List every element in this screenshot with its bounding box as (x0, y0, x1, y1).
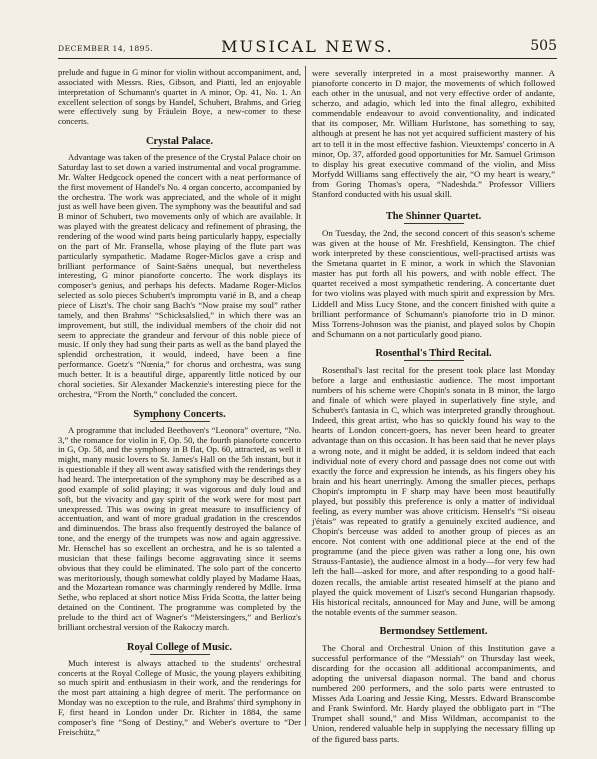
heading-crystal-palace: Crystal Palace. (146, 136, 213, 148)
heading-royal-college: Royal College of Music. (126, 641, 233, 653)
right-column (312, 68, 555, 744)
left-column (58, 68, 301, 738)
page-number: 505 (530, 38, 557, 54)
article-royal-college: Much interest is always attached to the students' orchestral concerts at the Royal College of Music, the young players exhibiting so much spirit and enthusiasm in their work, and the renderings for the most part attaining a high degree of merit. The performance on Monday was no exception to the rule, and Brahms' third symphony in F, first heard in London under Dr. Richter in 1884, the same composer's fine “Song of Destiny,” and Weber's overture to “Der Freischütz,” (58, 657, 301, 737)
heading-bermondsey-settlement: Bermondsey Settlement. (379, 625, 488, 637)
article-symphony-concerts: A programme that included Beethoven's “Leonora” overture, “No. 3,” the romance for violin in F, Op. 50, the fourth pianoforte concerto in G, Op. 58, and the symphony in B flat, Op. 60, attracted, as well it might, many music lovers to St. James's Hall on the 5th instant, but it is questionable if they all went away satisfied with the renderings they had heard. The interpretation of the symphony may be described as a good example of solid playing; it was vigorous and duly loud and soft, but the vivacity and gay spirit of the work were for most part unexpressed. This was owing in great measure to insufficiency of accentuation, and want of more gradual gradation in the crescendos and diminuendos. The brass also frequently destroyed the balance of tone, and the energy of the trumpets was now and again aggressive. Mr. Henschel has so excellent an orchestra, and he is so talented a musician that these failings become aggravating since it seems obvious that they could be eliminated. The solo part of the concerto was meritoriously, though somewhat coldly played by Madame Haas, and the Mozartean romance was charmingly rendered by Mdlle. Irma Sethe, who replaced at short notice Miss Frida Scotta, the latter being detained on the Continent. The programme was completed by the prelude to the third act of Wagner's “Meistersingers,” and Berlioz's brilliant orchestral version of the Rakoczy march. (58, 424, 301, 632)
heading-rosenthal-recital: Rosenthal's Third Recital. (375, 347, 492, 359)
heading-symphony-concerts: Symphony Concerts. (133, 408, 226, 420)
continued-paragraph: prelude and fugue in G minor for violin without accompaniment, and, associated with Messrs. Ries, Gibson, and Piatti, led an enjoyable interpretation of Schumann's quartet in A minor, Op. 41, No. 1. An excellent selection of songs by Handel, Schubert, Brahms, and Grieg were effectively sung by Fräulein Boye, a new-comer to these concerts. (58, 67, 301, 127)
article-rosenthal-recital: Rosenthal's last recital for the present took place last Monday before a large and enthusiastic audience. The most important numbers of his scheme were Chopin's sonata in B minor, the largo and finale of which were played in superlatively fine style, and Schubert's fantasia in C, which was interpreted grandly throughout. Indeed, this great artist, who has so quickly found his way to the hearts of London concert-goers, has never been heard to greater advantage than on this occasion. It has been said that he never plays a wrong note, and it might be added, it is seldom indeed that each individual note of every chord and passage does not come out with exactly the force and expression he intends, as his fingers obey his brain and his heart unerringly. Among the smaller pieces, perhaps Chopin's impromptu in F sharp may have been most beautifully played, but possibly this preference is only a matter of individual feeling, as every number was above criticism. Henselt's “Si oiseau j'étais” was repeated to gratify a genuinely excited audience, and Chopin's berceuse was added to another group of pieces as an encore. Not content with one additional piece at the end of the programme (and the piece given was rather a long one, his own Strauss-Fantasie), the audience almost in a body—for very few had left the hall—asked for more, and after responding to a good half-dozen recalls, the amiable artist reseated himself at the piano and played the quick movement of Liszt's second Hungarian rhapsody. His historical recitals, announced for May and June, will be among the notable events of the summer season. (312, 364, 555, 617)
issue-date: DECEMBER 14, 1895. (58, 44, 154, 53)
continued-paragraph: were severally interpreted in a most praiseworthy manner. A pianoforte concerto in D major, the movements of which followed each other in the unusual, and not very effective order of andante, scherzo, and adagio, which led into the final allegro, exhibited commendable endeavour to avoid conventionality, and indicated that its composer, Mr. William Hurlstone, has something to say, although at present he has not yet acquired sufficient mastery of his art to tell it in the most effective fashion. Vieuxtemps' concerto in A minor, Op. 37, afforded good opportunities for Mr. Samuel Grimson to display his great executive command of the violin, and Miss Morfydd Williams sang effectively the air, “O my heart is weary,” from Goring Thomas's opera, “Nadeshda.” Professor Villiers Stanford conducted with his usual skill. (312, 68, 555, 199)
page-header (58, 36, 557, 59)
column-divider (305, 66, 306, 726)
article-shinner-quartet: On Tuesday, the 2nd, the second concert of this season's scheme was given at the house of Mr. Freshfield, Kensington. The chief work interpreted by these conscientious, well-practised artists was the Smetana quartet in E minor, a work in which the Slavonian master has put forth all his powers, and with noble effect. The quartet received a most sympathetic rendering. A concertante duet for two violins was played with much spirit and expression by Mrs. Liddell and Miss Lucy Stone, and the concert finished with quite a brilliant performance of Schumann's pianoforte trio in D minor. Miss Torrens-Johnson was the pianist, and played solos by Chopin and Schumann on a not particularly good piano. (312, 228, 555, 339)
heading-shinner-quartet: The Shinner Quartet. (385, 211, 482, 223)
masthead-title: MUSICAL NEWS. (221, 37, 394, 56)
article-crystal-palace: Advantage was taken of the presence of the Crystal Palace choir on Saturday last to set down a varied instrumental and vocal programme. Mr. Walter Hedgcock opened the concert with a neat performance of the first movement of Handel's No. 4 organ concerto, accompanied by the orchestra. The work was appreciated, and the whole of it might just as well have been given. The symphony was the beautiful and sad B minor of Schubert, two movements only of which are available. It was played with the greatest delicacy and refinement of phrasing, the rendering of the wood wind parts being particularly happy, especially on the part of Mr. Fransella, whose playing of the flute part was particularly sympathetic. Madame Roger-Miclos gave a crisp and brilliant performance of Saint-Saëns unequal, but nevertheless interesting, G minor pianoforte concerto. The work displays its composer's genius, and perhaps his defects. Madame Roger-Miclos selected as solo pieces Schubert's impromptu varié in B, and a cheap piece of Liszt's. The choir sang Bach's “Now praise my soul” rather tamely, and then Brahms' “Schicksalslied,” in which there was an improvement, but still, the individual members of the choir did not seem to appreciate the grandeur and fervour of this noble piece of music. If only they had sung their parts as well as the band played the splendid orchestration, it would, indeed, have been a fine performance. Goetz's “Nœnia,” for chorus and orchestra, was sung much better. It is a beautiful dirge, apparently little noticed by our choral societies. Sir Alexander Mackenzie's interesting piece for the orchestra, “From the North,” concluded the concert. (58, 152, 301, 399)
article-bermondsey-settlement: The Choral and Orchestral Union of this Institution gave a successful performance of the “Messiah” on Thursday last week, discarding for the occasion all additional accompaniments, and adopting the universal diapason normal. The band and chorus numbered 200 performers, and the solo parts were entrusted to Misses Ada Loaring and Jessie King, Messrs. Edward Branscombe and Frank Swinford. Mr. Hardy played the obbligato part in “The Trumpet shall sound,” and Miss Wildman, accompanist to the Union, rendered valuable help in supplying the necessary filling up of the figured bass parts. (312, 642, 555, 744)
